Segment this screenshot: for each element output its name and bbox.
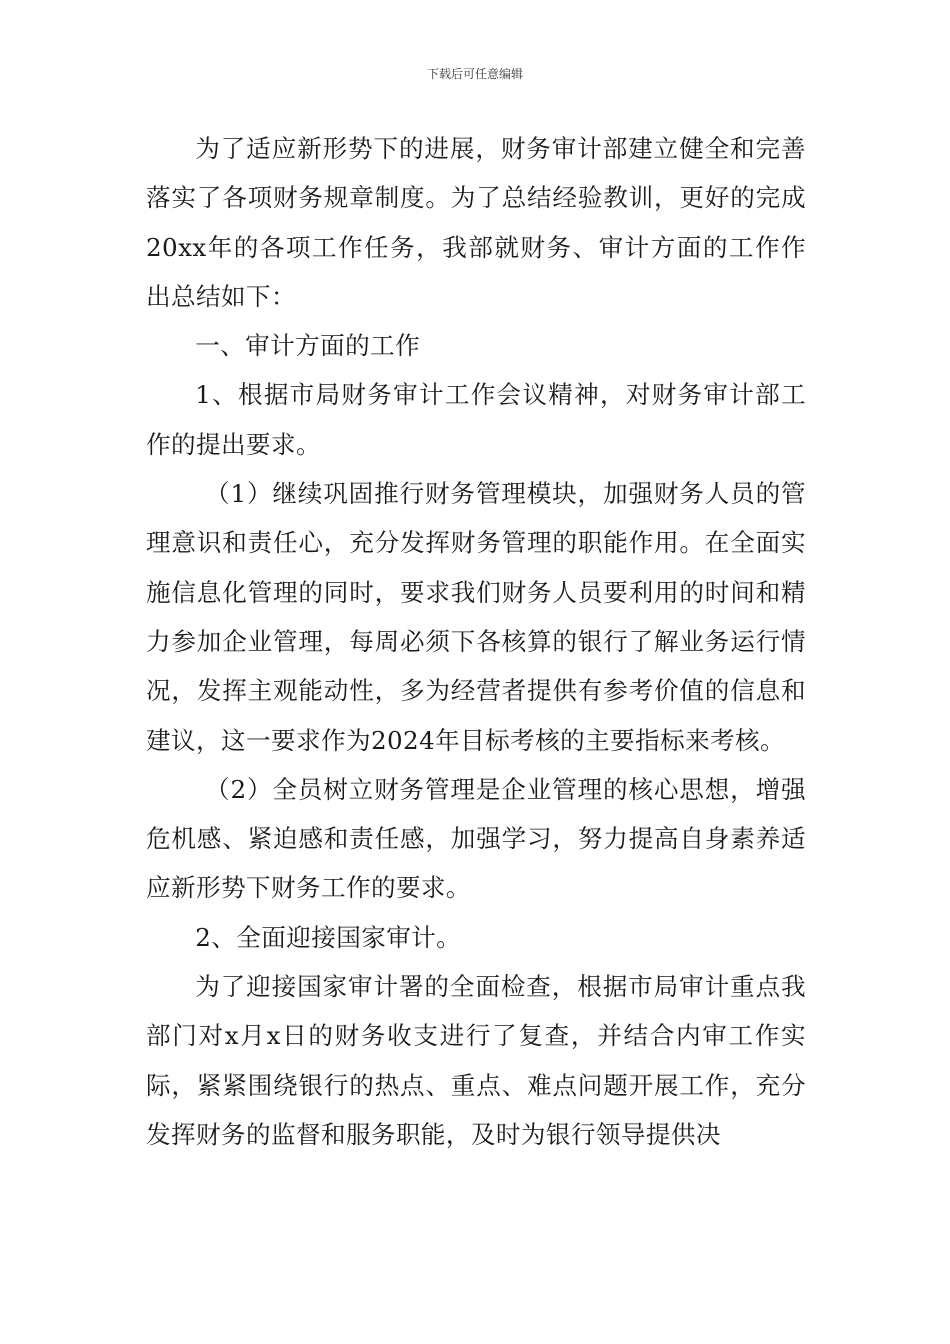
national-audit-paragraph: 为了迎接国家审计署的全面检查，根据市局审计重点我部门对x月x日的财务收支进行了复查，并结合内审工作实际，紧紧围绕银行的热点、重点、难点问题开展工作，充分发挥财务的监督和服务职能，及时为银行领导提供决 xyxy=(146,972,806,1149)
item-2-paragraph: 2、全面迎接国家审计。 xyxy=(195,922,462,952)
document-body xyxy=(146,124,806,1159)
page-header-note: 下载后可任意编辑 xyxy=(426,67,523,81)
sub-item-2-paragraph: （2）全员树立财务管理是企业管理的核心思想，增强危机感、紧迫感和责任感，加强学习，努力提高自身素养适应新形势下财务工作的要求。 xyxy=(146,774,806,903)
item-1-paragraph: 1、根据市局财务审计工作会议精神，对财务审计部工作的提出要求。 xyxy=(146,380,806,459)
sub-item-1-paragraph: （1）继续巩固推行财务管理模块，加强财务人员的管理意识和责任心，充分发挥财务管理的职能作用。在全面实施信息化管理的同时，要求我们财务人员要利用的时间和精力参加企业管理，每周必须下各核算的银行了解业务运行情况，发挥主观能动性，多为经营者提供有参考价值的信息和建议，这一要求作为2024年目标考核的主要指标来考核。 xyxy=(146,479,806,755)
section-heading-audit: 一、审计方面的工作 xyxy=(195,331,421,361)
intro-paragraph: 为了适应新形势下的进展，财务审计部建立健全和完善落实了各项财务规章制度。为了总结经验教训，更好的完成20xx年的各项工作任务，我部就财务、审计方面的工作作出总结如下： xyxy=(146,134,806,311)
